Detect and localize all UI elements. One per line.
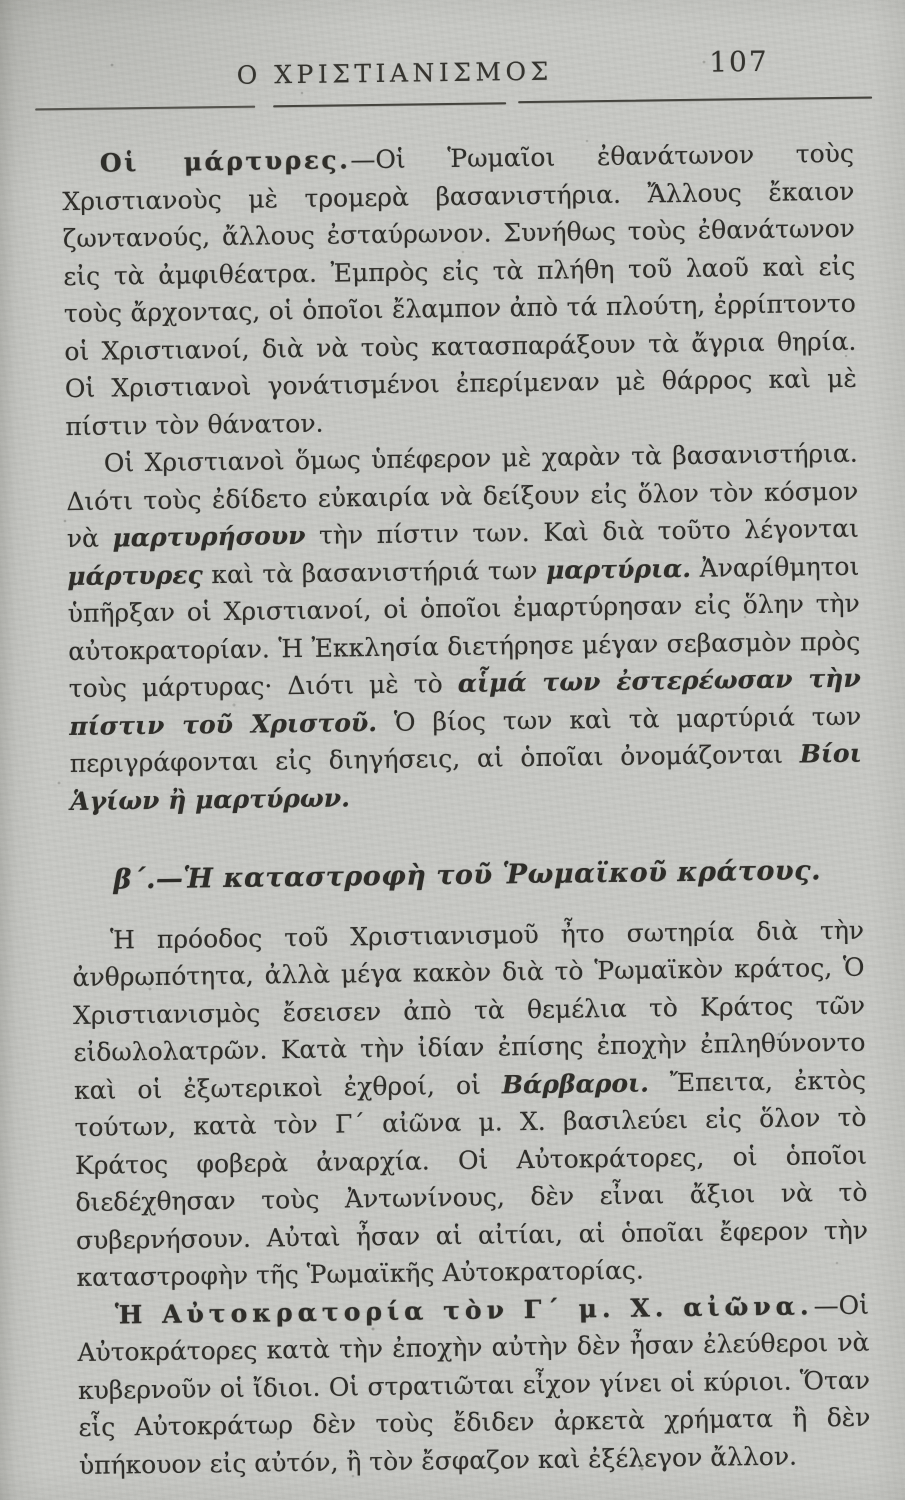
header-rule [61,98,853,112]
text-run: Ἀναρίθμητοι ὑπῆρξαν οἱ Χριστιανοί, οἱ ὁποῖοι ἐμαρτύρησαν εἰς ὅλην τὴν αὐτοκρατορίαν. Ἡ Ἐκκλησία διετήρησε μέγαν σεβασμὸν πρὸς τοὺς μάρτυρας· Διότι μὲ τὸ [67,551,861,704]
paragraph-martyrdom [66,435,863,820]
header-rule-segment [518,96,872,103]
emphasis-run: μάρτυρες [67,559,203,591]
emphasis-run: Βίοι Ἁγίων ἢ μαρτύρων. [70,738,862,816]
run-in-heading: Ἡ Αὐτοκρατορία τὸν Γ´ μ. Χ. αἰῶνα. [114,1290,814,1329]
text-run: καὶ τὰ βασανιστήριά των [202,555,547,589]
text-run: Ἔπειτα, ἐκτὸς τούτων, κατὰ τὸν Γ´ αἰῶνα μ. Χ. βασιλεύει εἰς ὅλον τὸ Κράτος φοβερὰ ἀναρχία. Οἱ Αὐτοκράτορες, οἱ ὁποῖοι διεδέχθησαν τοὺς Ἀντωνίνους, δὲν εἶναι ἄξιοι νὰ τὸ συβερνήσουν. Αὐταὶ ἦσαν αἱ αἰτίαι, αἱ ὁποῖαι ἔφερον τὴν καταστροφὴν τῆς Ῥωμαϊκῆς Αὐτοκρατορίας. [74,1065,869,1292]
emphasis-run: μαρτύρια. [545,553,692,585]
text-run: Οἱ Χριστιανοὶ ὅμως ὑπέφερον μὲ χαρὰν τὰ βασανιστήρια. Διότι τοὺς ἐδίδετο εὐκαιρία νὰ δείξουν εἰς ὅλον τὸν κόσμον νὰ [66,438,859,554]
paragraph-empire-3rd-century [77,1286,871,1484]
section-heading: β´.—Ἡ καταστροφὴ τοῦ Ῥωμαϊκοῦ κράτους. [113,855,822,896]
emphasis-run: Βάρβαροι. [501,1067,650,1099]
header-rule-segment [35,106,255,111]
page-number: 107 [708,44,769,79]
run-in-heading: Οἱ μάρτυρες. [99,145,351,178]
page-body [62,135,871,1484]
text-run: Ἡ πρόοδος τοῦ Χριστιανισμοῦ ἦτο σωτηρία διὰ τὴν ἀνθρωπότητα, ἀλλὰ μέγα κακὸν διὰ τὸ Ῥωμαϊκὸν κράτος, Ὁ Χριστιανισμὸς ἔσεισεν ἀπὸ τὰ θεμέλια τὸ Κράτος τῶν εἰδωλολατρῶν. Κατὰ τὴν ἰδίαν ἐπίσης ἐποχὴν ἐπληθύνοντο καὶ οἱ ἐξωτερικοὶ ἐχθροί, οἱ [72,915,866,1105]
paragraph-roman-decline [72,911,869,1296]
emphasis-run: αἷμά των ἐστερέωσαν τὴν πίστιν τοῦ Χριστοῦ. [69,663,861,741]
emphasis-run: μαρτυρήσουν [112,520,306,553]
running-title: Ο ΧΡΙΣΤΙΑΝΙΣΜΟΣ [236,56,553,90]
text-run: τὴν πίστιν των. Καὶ διὰ τοῦτο λέγονται [305,513,859,550]
text-run: Ὁ βίος των καὶ τὰ μαρτύριά των περιγράφονται εἰς διηγήσεις, αἱ ὁποῖαι ὀνομάζονται [69,701,862,779]
page-header [61,44,853,97]
header-rule-segment [273,102,506,107]
text-run: —Οἱ Αὐτοκράτορες κατὰ τὴν ἐποχὴν αὐτὴν δὲν ἦσαν ἐλεύθεροι νὰ κυβερνοῦν οἱ ἴδιοι. Οἱ στρατιῶται εἶχον γίνει οἱ κύριοι. Ὅταν εἷς Αὐτοκράτωρ δὲν τοὺς ἔδιδεν ἀρκετὰ χρήματα ἢ δὲν ὑπήκουον εἰς αὐτόν, ἢ τὸν ἔσφαζον καὶ ἐξέλεγον ἄλλον. [77,1290,871,1480]
paragraph-oi-martyres [62,135,858,445]
text-run: —Οἱ Ῥωμαῖοι ἐθανάτωνον τοὺς Χριστιανοὺς μὲ τρομερὰ βασανιστήρια. Ἄλλους ἔκαιον ζωντανούς, ἄλλους ἐσταύρωνον. Συνήθως τοὺς ἐθανάτωνον εἰς τὰ ἀμφιθέατρα. Ἐμπρὸς εἰς τὰ πλήθη τοῦ λαοῦ καὶ εἰς τοὺς ἄρχοντας, οἱ ὁποῖοι ἔλαμπον ἀπὸ τά πλούτη, ἐρρίπτοντο οἱ Χριστιανοί, διὰ νὰ τοὺς κατασπαράξουν τὰ ἄγρια θηρία. Οἱ Χριστιανοὶ γονάτισμένοι ἐπερίμεναν μὲ θάρρος καὶ μὲ πίστιν τὸν θάνατον. [62,138,857,441]
